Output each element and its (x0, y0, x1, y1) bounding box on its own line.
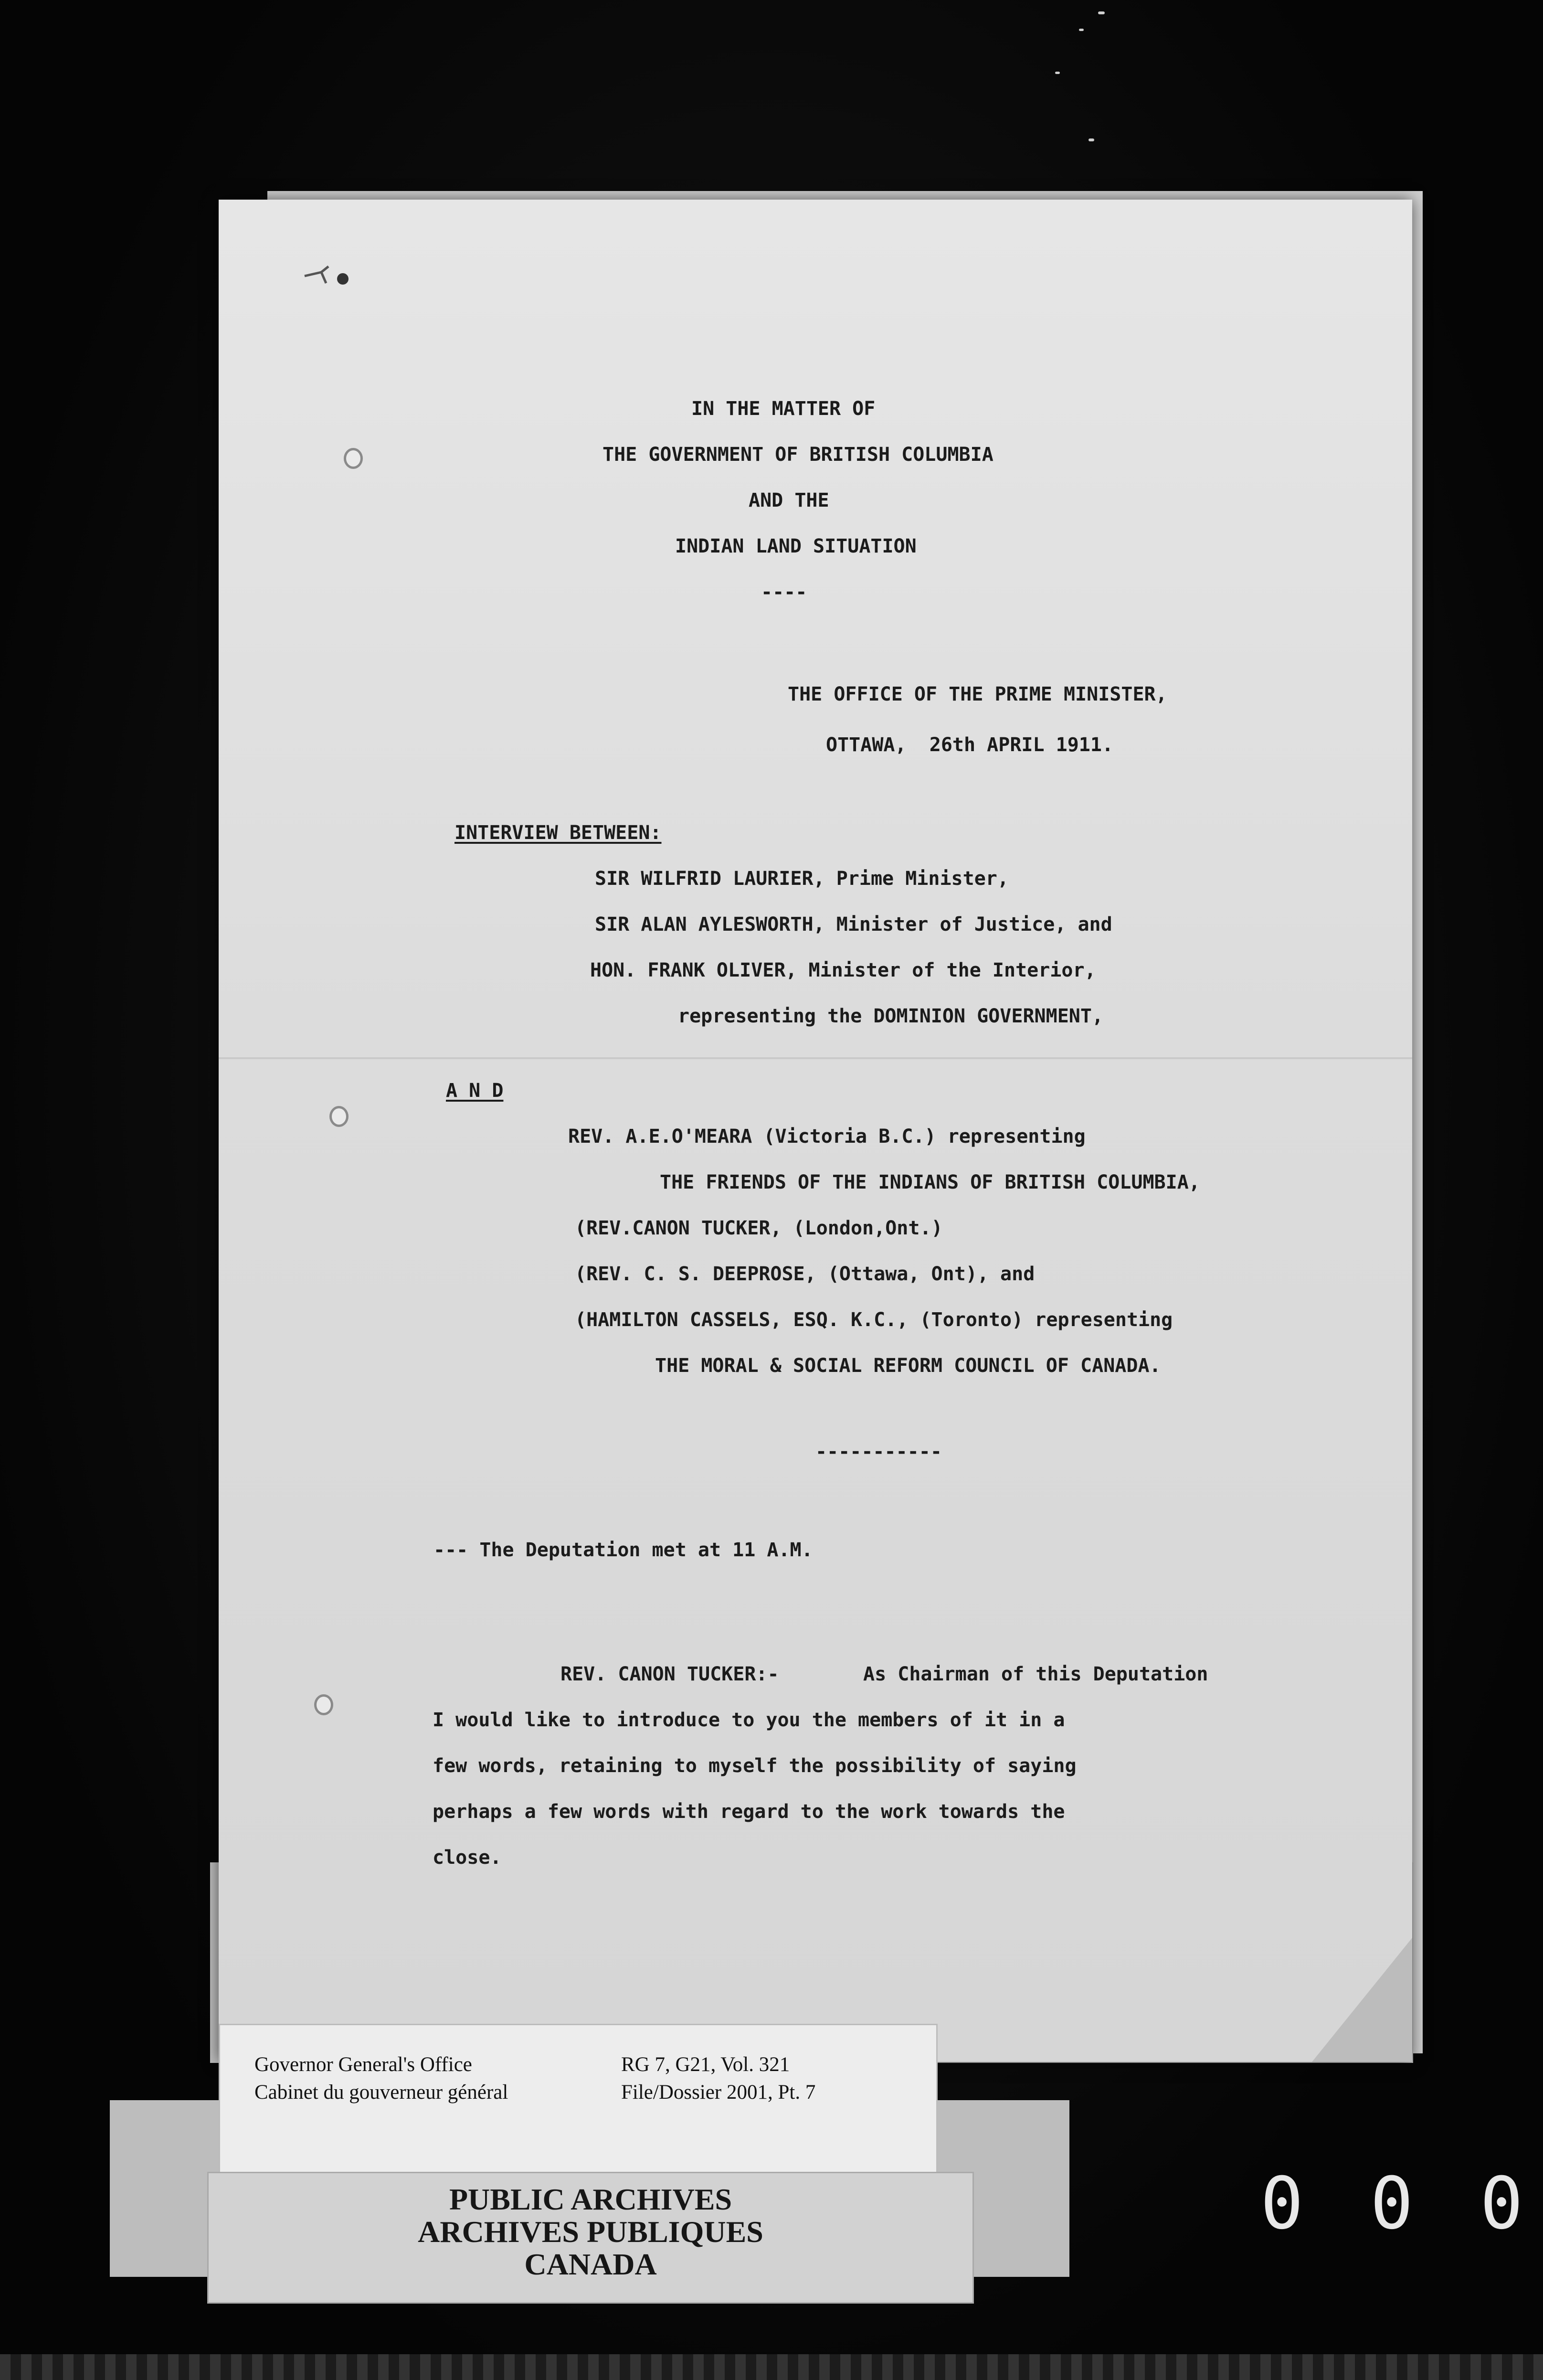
speech-line: perhaps a few words with regard to the work towards the (433, 1801, 1065, 1823)
film-scratch (1079, 29, 1084, 31)
deputation-line: THE MORAL & SOCIAL REFORM COUNCIL OF CANADA. (655, 1355, 1161, 1377)
heading-line-3: AND THE (749, 489, 829, 511)
interview-label: INTERVIEW BETWEEN: (454, 822, 662, 844)
speaker-name: REV. CANON TUCKER:- (560, 1663, 779, 1685)
heading-line-1: IN THE MATTER OF (691, 398, 876, 420)
film-scratch (1089, 138, 1094, 141)
place-line: THE OFFICE OF THE PRIME MINISTER, (788, 683, 1167, 705)
participant-line: SIR WILFRID LAURIER, Prime Minister, (595, 868, 1009, 890)
punch-hole (329, 1106, 349, 1127)
frame-counter-digit: 0 (1480, 2162, 1523, 2245)
film-scratch (1098, 11, 1105, 14)
film-edge-strip (0, 2354, 1543, 2380)
frame-counter-digit: 0 (1260, 2162, 1304, 2245)
participant-line: SIR ALAN AYLESWORTH, Minister of Justice, and (595, 914, 1112, 935)
deputation-line: (HAMILTON CASSELS, ESQ. K.C., (Toronto) representing (575, 1309, 1173, 1331)
punch-hole (314, 1694, 333, 1715)
speech-line: few words, retaining to myself the possibility of saying (433, 1755, 1077, 1777)
deputation-line: (REV.CANON TUCKER, (London,Ont.) (575, 1217, 943, 1239)
speech-line: close. (433, 1847, 502, 1869)
punch-hole (344, 448, 363, 469)
participant-line: HON. FRANK OLIVER, Minister of the Interior, (590, 959, 1096, 981)
archive-reference-label (219, 2024, 938, 2184)
deputation-line: REV. A.E.O'MEARA (Victoria B.C.) representing (568, 1126, 1086, 1148)
archives-line-fr: ARCHIVES PUBLIQUES (418, 2215, 763, 2249)
date-line: OTTAWA, 26th APRIL 1911. (826, 734, 1114, 756)
deputation-line: (REV. C. S. DEEPROSE, (Ottawa, Ont), and (575, 1263, 1035, 1285)
frame-counter-digit: 0 (1370, 2162, 1414, 2245)
office-name-en: Governor General's Office (254, 2053, 472, 2076)
page-corner-curl (1312, 1938, 1412, 2062)
public-archives-stamp (207, 2172, 974, 2304)
staple-tear-mark (300, 262, 352, 290)
heading-line-4: INDIAN LAND SITUATION (675, 535, 917, 557)
film-scratch (1055, 72, 1060, 74)
heading-rule: ---- (761, 581, 807, 603)
deputation-line: THE FRIENDS OF THE INDIANS OF BRITISH COLUMBIA, (660, 1171, 1200, 1193)
participant-line: representing the DOMINION GOVERNMENT, (678, 1005, 1104, 1027)
heading-line-2: THE GOVERNMENT OF BRITISH COLUMBIA (602, 444, 993, 466)
meeting-note: --- The Deputation met at 11 A.M. (433, 1539, 813, 1561)
archives-line-en: PUBLIC ARCHIVES (449, 2182, 732, 2216)
page-fold-line (219, 1057, 1412, 1059)
office-name-fr: Cabinet du gouverneur général (254, 2081, 508, 2104)
file-ref: File/Dossier 2001, Pt. 7 (621, 2081, 816, 2104)
speech-line: As Chairman of this Deputation (863, 1663, 1208, 1685)
section-separator: ----------- (815, 1441, 942, 1463)
record-group-ref: RG 7, G21, Vol. 321 (621, 2053, 790, 2076)
speech-line: I would like to introduce to you the members of it in a (433, 1709, 1065, 1731)
and-label: A N D (446, 1080, 504, 1102)
archives-line-country: CANADA (524, 2247, 657, 2281)
